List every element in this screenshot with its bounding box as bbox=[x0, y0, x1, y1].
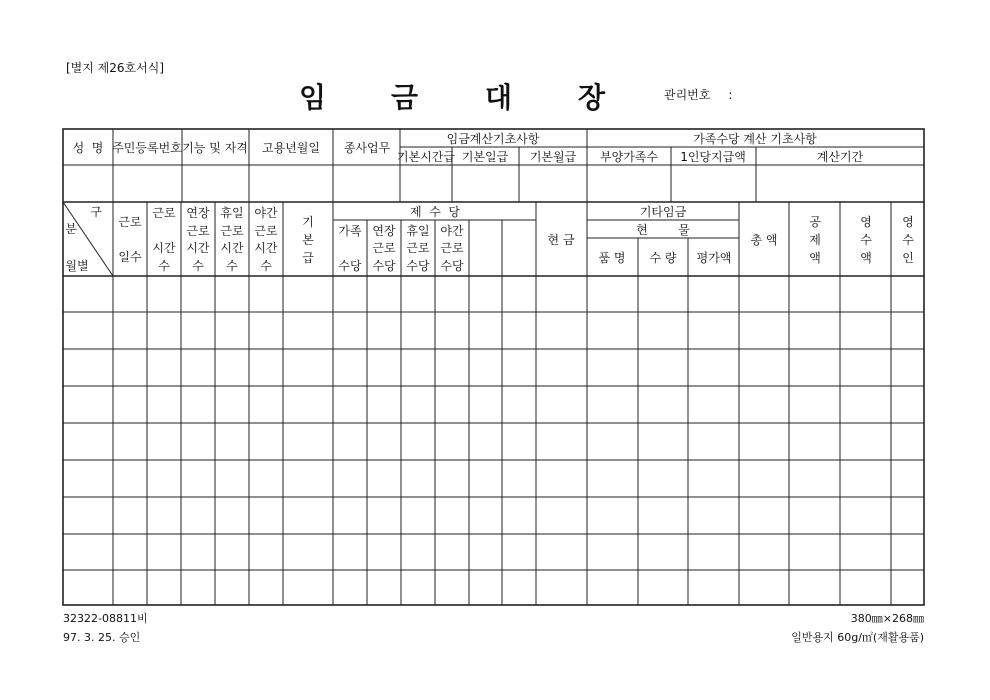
col-overtime-allow-1: 연장 bbox=[372, 224, 396, 238]
management-number-label: 관리번호 bbox=[664, 88, 711, 102]
col-work-days-2: 일수 bbox=[118, 250, 142, 264]
col-family-allow-2: 수당 bbox=[338, 259, 362, 273]
col-night-allow-1: 야간 bbox=[440, 224, 464, 238]
col-night-hours-2: 근로 bbox=[254, 224, 278, 238]
col-item: 품 명 bbox=[598, 251, 626, 265]
col-work-days-1: 근로 bbox=[118, 215, 142, 229]
col-receipt-amount-1: 영 bbox=[860, 215, 872, 229]
col-resident-no: 주민등록번호 bbox=[112, 141, 182, 155]
col-work-hours-2: 시간 bbox=[152, 241, 176, 255]
group-wage-basis: 임금계산기초사항 bbox=[446, 132, 540, 146]
col-daily: 기본일급 bbox=[461, 150, 509, 164]
paper-size: 380㎜×268㎜ bbox=[850, 612, 924, 625]
group-other-wages: 기타임금 bbox=[639, 205, 687, 219]
col-receipt-amount-3: 액 bbox=[860, 251, 872, 265]
col-night-hours-4: 수 bbox=[260, 259, 272, 273]
col-overtime-hours-1: 연장 bbox=[186, 206, 210, 220]
col-work-hours-3: 수 bbox=[158, 259, 170, 273]
corner-bun: 분 bbox=[65, 222, 77, 236]
col-base-pay-2: 본 bbox=[302, 233, 314, 247]
col-holiday-allow-2: 근로 bbox=[406, 241, 430, 255]
col-deduction-2: 제 bbox=[809, 233, 821, 247]
corner-gu: 구 bbox=[90, 205, 102, 219]
col-name: 성 명 bbox=[72, 141, 104, 155]
col-work-hours-1: 근로 bbox=[152, 206, 176, 220]
col-deduction-1: 공 bbox=[809, 215, 821, 229]
group-in-kind: 현 물 bbox=[636, 223, 690, 237]
col-dependents: 부양가족수 bbox=[600, 150, 658, 164]
col-receipt-amount-2: 수 bbox=[860, 233, 872, 247]
col-value: 평가액 bbox=[696, 251, 732, 265]
col-overtime-hours-2: 근로 bbox=[186, 224, 210, 238]
title-char-2: 금 bbox=[391, 81, 419, 114]
col-night-hours-1: 야간 bbox=[254, 206, 278, 220]
col-duty: 종사업무 bbox=[343, 141, 391, 155]
col-receipt-seal-1: 영 bbox=[902, 215, 914, 229]
col-holiday-hours-1: 휴일 bbox=[220, 206, 244, 220]
approval-date: 97. 3. 25. 승인 bbox=[63, 631, 141, 644]
col-per-person: 1인당지급액 bbox=[680, 150, 746, 164]
col-holiday-hours-3: 시간 bbox=[220, 241, 244, 255]
col-receipt-seal-3: 인 bbox=[902, 251, 914, 265]
col-holiday-hours-4: 수 bbox=[226, 259, 238, 273]
col-overtime-allow-2: 근로 bbox=[372, 241, 396, 255]
col-night-allow-2: 근로 bbox=[440, 241, 464, 255]
paper-type: 일반용지 60g/㎡(재활용품) bbox=[791, 631, 924, 644]
col-deduction-3: 액 bbox=[809, 251, 821, 265]
col-cash: 현 금 bbox=[547, 233, 575, 247]
col-period: 계산기간 bbox=[816, 150, 864, 164]
col-night-allow-3: 수당 bbox=[440, 259, 464, 273]
col-night-hours-3: 시간 bbox=[254, 241, 278, 255]
title-char-1: 임 bbox=[299, 81, 327, 114]
group-allowances: 제 수 당 bbox=[409, 205, 461, 219]
title-char-4: 장 bbox=[578, 81, 606, 114]
col-overtime-hours-3: 시간 bbox=[186, 241, 210, 255]
form-code: 32322-08811비 bbox=[63, 612, 148, 625]
col-qty: 수 량 bbox=[649, 251, 677, 265]
corner-month: 월별 bbox=[65, 259, 89, 273]
col-total: 총 액 bbox=[750, 233, 778, 247]
title-char-3: 대 bbox=[485, 81, 513, 114]
group-family-basis: 가족수당 계산 기초사항 bbox=[693, 132, 817, 146]
table-grid bbox=[63, 129, 924, 605]
col-receipt-seal-2: 수 bbox=[902, 233, 914, 247]
col-overtime-hours-4: 수 bbox=[192, 259, 204, 273]
col-holiday-allow-3: 수당 bbox=[406, 259, 430, 273]
col-holiday-allow-1: 휴일 bbox=[406, 224, 430, 238]
col-family-allow-1: 가족 bbox=[338, 224, 362, 238]
col-base-pay-3: 급 bbox=[302, 251, 314, 265]
col-hire-date: 고용년월일 bbox=[262, 141, 320, 155]
col-overtime-allow-3: 수당 bbox=[372, 259, 396, 273]
col-base-pay-1: 기 bbox=[302, 215, 314, 229]
col-skill: 기능 및 자격 bbox=[182, 141, 248, 155]
col-monthly: 기본월급 bbox=[529, 150, 577, 164]
col-holiday-hours-2: 근로 bbox=[220, 224, 244, 238]
col-hourly: 기본시간급 bbox=[397, 150, 455, 164]
form-number: [별지 제26호서식] bbox=[66, 61, 164, 75]
management-number-colon: : bbox=[728, 88, 733, 102]
